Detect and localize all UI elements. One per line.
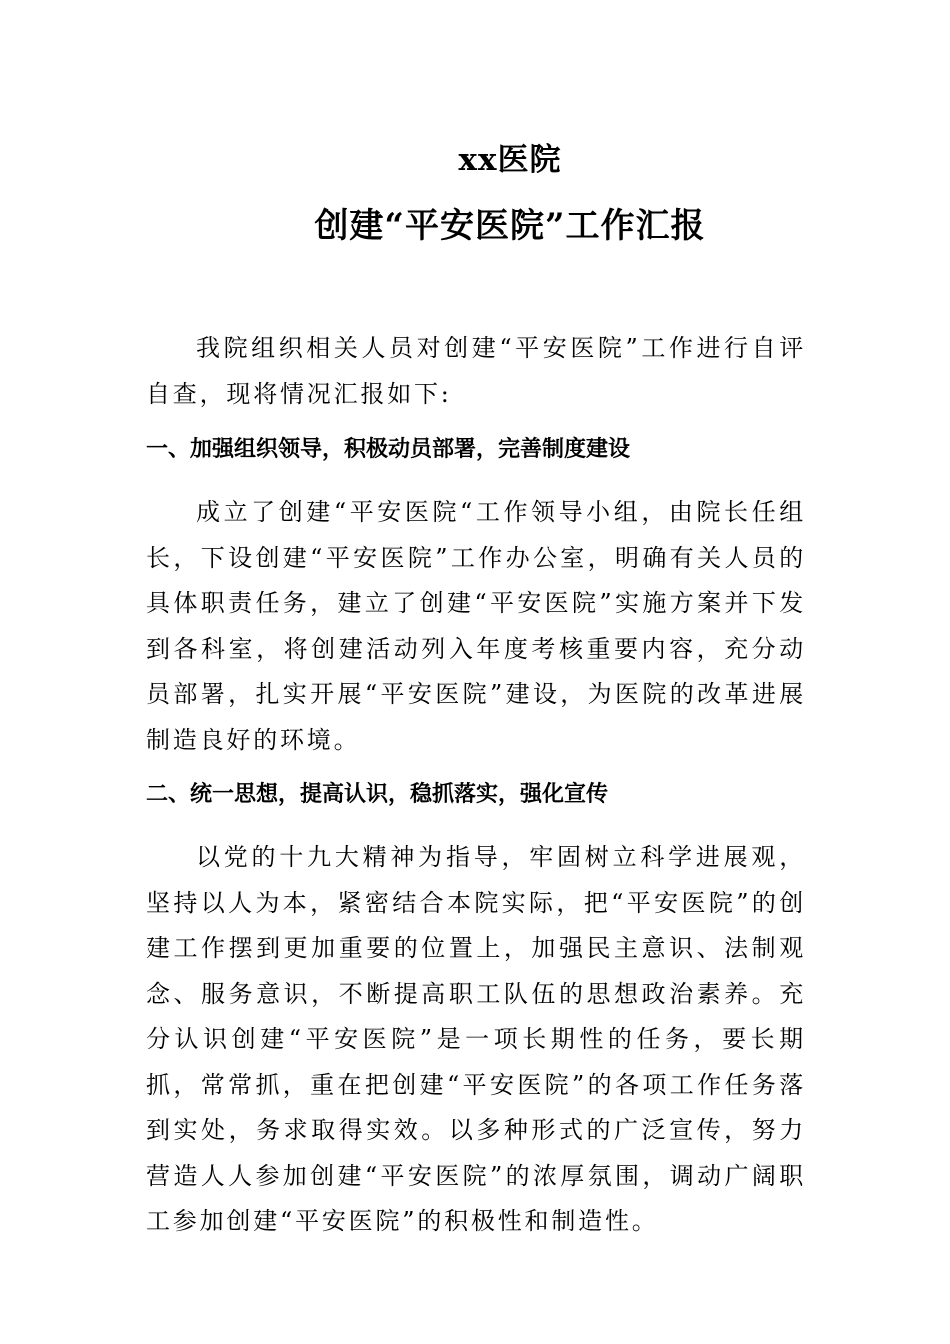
- section-body-2: 以党的十九大精神为指导，牢固树立科学进展观，坚持以人为本，紧密结合本院实际，把“平安医院”的创建工作摆到更加重要的位置上，加强民主意识、法制观念、服务意识，不断提高职工队伍的思想政治素养。充分认识创建“平安医院”是一项长期性的任务，要长期抓，常常抓，重在把创建“平安医院”的各项工作任务落到实处，务求取得实效。以多种形式的广泛宣传，努力营造人人参加创建“平安医院”的浓厚氛围，调动广阔职工参加创建“平安医院”的积极性和制造性。: [146, 843, 806, 1235]
- document-title-hospital: xx医院: [458, 142, 562, 178]
- section-body-1: 成立了创建“平安医院“工作领导小组，由院长任组长，下设创建“平安医院”工作办公室，明确有关人员的具体职责任务，建立了创建“平安医院”实施方案并下发到各科室，将创建活动列入年度考核重要内容，充分动员部署，扎实开展“平安医院”建设，为医院的改革进展制造良好的环境。: [146, 498, 806, 754]
- section-heading-1: 一、加强组织领导，积极动员部署，完善制度建设: [146, 437, 631, 462]
- section-heading-2: 二、统一思想，提高认识，稳抓落实，强化宣传: [146, 782, 609, 807]
- intro-paragraph: 我院组织相关人员对创建“平安医院”工作进行自评自查，现将情况汇报如下:: [146, 334, 806, 408]
- document-title-report: 创建“平安医院”工作汇报: [314, 206, 706, 246]
